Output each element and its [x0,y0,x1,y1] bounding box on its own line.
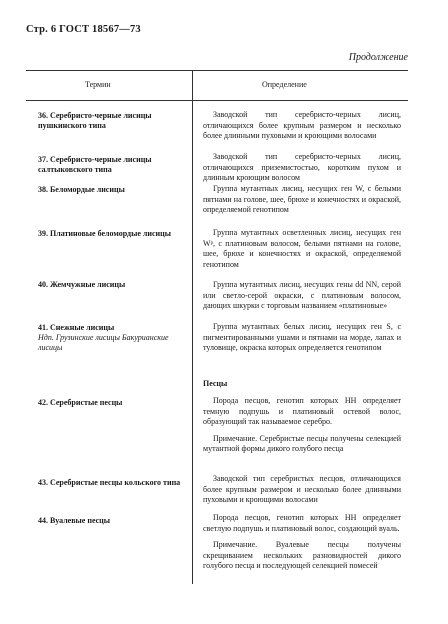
definition-40: Группа мутантных лисиц, несущих гены dd NN, серой или светло-серой окраски, с платиновым волосом, дающих шкурки с торговым названием «платиновые» [203,280,401,310]
section-heading-pestsy: Песцы [203,379,228,388]
note-44: Примечание. Вуалевые песцы получены скрещиванием нескольких разновидностей дикого голубого песца и последующей селекцией помесей [203,540,401,570]
term-42: 42. Серебристые песцы [38,398,123,407]
page-header: Стр. 6 ГОСТ 18567—73 [26,24,141,35]
definition-44 [203,513,401,572]
term-36: 36. Серебристо-черные лисицы пушкинского типа [38,111,152,130]
term-44: 44. Вуалевые песцы [38,516,111,525]
definition-36: Заводской тип серебристо-черных лисиц, отличающихся более крупным размером и несколько более длинными пуховыми и кроющими волосами [203,110,401,140]
definition-43: Заводской тип серебристых песцов, отличающихся более крупным размером и несколько более длинными пуховыми и кроющими волосами [203,474,401,504]
column-header-term: Термин [85,80,111,89]
definition-37: Заводской тип серебристо-черных лисиц, отличающихся приземистостью, коротким пухом и длинным кроющим волосом [203,152,401,182]
term-39: 39. Платиновые беломордые лисицы [38,229,171,238]
column-header-definition: Определение [262,80,307,89]
term-37: 37. Серебристо-черные лисицы салтыковского типа [38,155,152,174]
definition-42-text: Порода песцов, генотип которых HH определяет темную подпушь и платиновый остевой волос, образующий так называемое серебро. [203,396,401,426]
term-43: 43. Серебристые песцы кольского типа [38,478,181,487]
term-41-deprecated: Ндп. Грузинские лисицы Бакурианские лисицы [38,333,169,352]
term-40: 40. Жемчужные лисицы [38,280,126,289]
table-top-rule [26,70,408,71]
term-38: 38. Беломордые лисицы [38,185,125,194]
continuation-label: Продолжение [348,52,408,63]
term-41-main: 41. Снежные лисицы [38,323,115,332]
definition-39: Группа мутантных осветленных лисиц, несущих ген Wᵖ, с платиновым волосом, белыми пятнами на голове, шее, брюхе и конечностях и окраской, определяемой генотипом [203,228,401,269]
column-divider [192,70,193,584]
definition-44-text: Порода песцов, генотип которых HH определяет светлую подпушь и платиновый волос, создающий вуаль. [203,513,401,533]
definition-41: Группа мутантных белых лисиц, несущих ген S, с пигментированными ушами и пятнами на морде, лапах и туловище, окраска которых определяется генотипом [203,322,401,352]
definition-38: Группа мутантных лисиц, несущих ген W, с белыми пятнами на голове, шее, брюхе и конечностях и окраской, определяемой генотипом [203,184,401,214]
table-header-rule [26,100,408,101]
term-41 [38,323,186,353]
note-42: Примечание. Серебристые песцы получены селекцией мутантной формы дикого голубого песца [203,433,401,453]
definition-42 [203,396,401,455]
